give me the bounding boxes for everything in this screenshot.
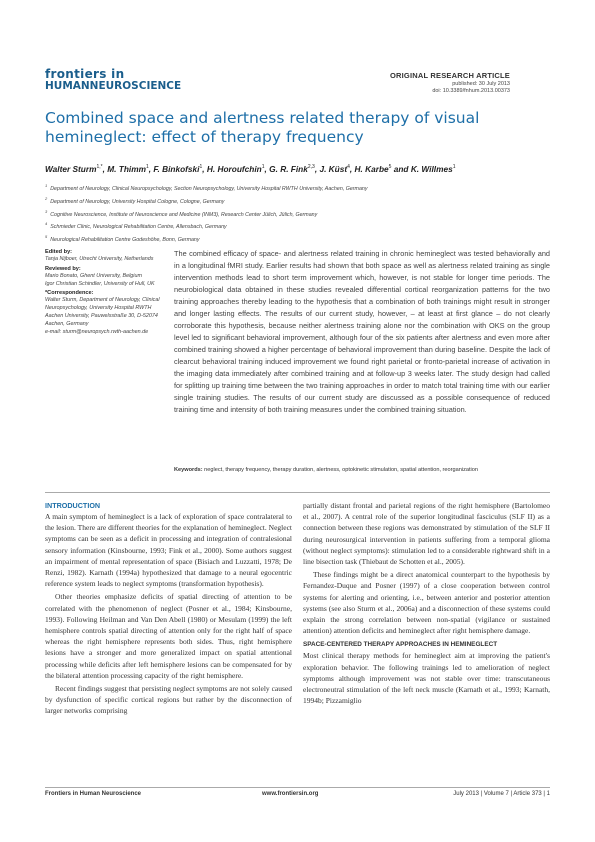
affiliation-text: Department of Neurology, Clinical Neuropsychology, Section Neuropsychology, University Hospital RWTH University, Aachen, Germany: [50, 185, 368, 192]
author-affiliation-marker: 1: [199, 164, 203, 171]
article-meta: [390, 71, 510, 95]
affiliation: [45, 181, 555, 194]
author-name[interactable]: K. Willmes: [410, 164, 453, 174]
body-paragraph: Recent findings suggest that persisting neglect symptoms are not solely caused by dysfunction of specific cortical regions but rather by the disconnection of larger networks comprising: [45, 684, 292, 716]
affiliation: [45, 194, 555, 207]
author-affiliation-marker: 5: [388, 164, 392, 171]
affiliation-number: 5: [45, 234, 48, 240]
journal-logo: [45, 68, 205, 92]
author-list: Walter Sturm$^{1,*}$, M. Thimm$^1$, F. Binkofski$^1$, H. Horoufchin$^1$, G. R. Fink$^{2,3}$, J. Küst$^4$, H. Karbe$^5$ and K. Willmes$^1$: [45, 164, 456, 174]
footer-divider: [45, 787, 550, 788]
author-affiliation-marker: 4: [347, 164, 350, 171]
logo-bottom-text: HUMANNEUROSCIENCE: [45, 80, 182, 92]
published-date: published: 30 July 2013: [452, 81, 510, 87]
author-affiliation-marker: 2,3: [307, 164, 315, 171]
keywords: [174, 466, 550, 475]
keywords-text: neglect, therapy frequency, therapy duration, alertness, optokinetic stimulation, spatial attention, reorganization: [204, 467, 479, 473]
reviewer-2: Igor Christian Schindler, University of Hull, UK: [45, 280, 155, 287]
article-type: ORIGINAL RESEARCH ARTICLE: [389, 71, 510, 80]
author-affiliation-marker: 1: [261, 164, 265, 171]
affiliation-number: 2: [45, 195, 48, 201]
affiliation-text: Department of Neurology, University Hospital Cologne, Cologne, Germany: [50, 198, 225, 205]
affiliation-number: 4: [45, 221, 48, 227]
logo-top-text: frontiers in: [45, 67, 125, 81]
author-affiliation-marker: 1: [145, 164, 149, 171]
author-affiliation-marker: 1: [452, 164, 456, 171]
author-name[interactable]: G. R. Fink: [269, 164, 308, 174]
body-column-right: [303, 500, 550, 708]
body-column-left: [45, 500, 292, 719]
body-paragraph: Most clinical therapy methods for hemineglect aim at improving the patient's exploration behavior. The following trainings led to amelioration of neglect symptoms although improvement was not stable over time: transcutaneous electroneutral stimulation of the left neck muscle (Karnath et al., 1993; Karnath, 1994b; Pizzamiglio: [303, 651, 550, 706]
affiliation: [45, 207, 555, 220]
affiliation-text: Neurological Rehabilitation Centre Godeshöhe, Bonn, Germany: [50, 236, 200, 243]
correspondence-label: *Correspondence:: [45, 290, 94, 297]
author-name[interactable]: H. Karbe: [354, 164, 389, 174]
doi[interactable]: doi: 10.3389/fnhum.2013.00373: [432, 88, 510, 94]
subsection-heading: SPACE-CENTERED THERAPY APPROACHES IN HEMINEGLECT: [303, 641, 498, 649]
affiliation-number: 1: [45, 183, 48, 188]
affiliation-text: Cognitive Neuroscience, Institute of Neuroscience and Medicine (INM3), Research Center Jülich, Jülich, Germany: [50, 211, 318, 218]
abstract: The combined efficacy of space- and alertness related training in chronic hemineglect was tested behaviorally and in a longitudinal fMRI study. Earlier results had shown that both space as well as alertness related training as single intervention methods lead to short term improvement which, however, is not stable for longer time periods. The neurobiological data obtained in these studies revealed differential cortical reorganization patterns for the two training approaches thereby leading to the hypothesis that a combination of both trainings might result in stronger and longer lasting effects. The results of our current study, however, – at least at first glance – do not clearly corroborate this hypothesis, because neither alertness training alone nor the combination with OKS on the group level led to significant behavioral improvement, although four of the six patients after alertness and even more after combined training showed a higher percentage of behavioral improvement than during baseline. Despite the lack of clearcut behavioral training induced improvement we found right parietal or fronto-parietal increase of activation in the imaging data immediately after combined training and at follow-up 3 weeks later. The study design had called for splitting up training time between the two training approaches in order to match total training time with our earlier single training studies. The results of our current study are discussed as a possible consequence of reduced training time and intensity of both training measures under the combined training situation.: [174, 249, 550, 414]
affiliation: [45, 219, 555, 232]
body-paragraph: These findings might be a direct anatomical counterpart to the hypothesis by Fernandez-Duque and Posner (1997) of a close cooperation between control systems for alerting and orienting, i.e., between anterior and posterior attention systems (see also Sturm et al., 2006a) and a disconnection of these systems could explain the strong correlation between non-spatial (vigilance or sustained attention) attention deficits and hemineglect after right hemisphere damage.: [303, 570, 550, 636]
introduction-heading: INTRODUCTION: [45, 501, 101, 510]
reviewed-by-label: Reviewed by:: [45, 265, 81, 272]
footer-page-info: July 2013 | Volume 7 | Article 373 | 1: [453, 791, 550, 797]
author-name[interactable]: J. Küst: [319, 164, 348, 174]
author-name[interactable]: H. Horoufchin: [206, 164, 262, 174]
body-paragraph: A main symptom of hemineglect is a lack of exploration of space contralateral to the lesion. There are different theories for the explanation of hemineglect. Neglect symptoms can be seen as a deficit in processing and integration of contralesional sensory information (Kinsbourne, 1993; Fink et al., 2000). Some authors suggest an impairment of mental representation of space (Bisiach and Luzzatti, 1978; De Renzi, 1982). Karnath (1994a) hypothesized that damage to a neural egocentric reference system leads to neglect symptoms (transformation hypothesis).: [45, 512, 292, 589]
reviewer-1: Mario Bonato, Ghent University, Belgium: [45, 272, 142, 279]
correspondence-email[interactable]: e-mail: sturm@neuropsych.rwth-aachen.de: [45, 328, 149, 335]
footer-url[interactable]: www.frontiersin.org: [262, 791, 319, 797]
affiliation-text: Schmieder Clinic, Neurological Rehabilitation Centre, Allensbach, Germany: [50, 224, 227, 231]
author-name[interactable]: Walter Sturm: [45, 164, 97, 174]
author-name[interactable]: M. Thimm: [107, 164, 146, 174]
affiliation-number: 3: [45, 208, 48, 214]
affiliation: [45, 232, 555, 245]
body-paragraph: Other theories emphasize deficits of spatial directing of attention to be correlated with the phenomenon of neglect (Posner et al., 1984; Kinsbourne, 1993). Following Heilman and Van Den Abell (1980) or Mesulam (1999) the left hemisphere controls spatial directing of attention only for the right half of space whereas the right hemisphere represents both sides. Thus, right hemisphere lesions have a stronger and more generalized impact on spatial attentional processing while deficits after left hemisphere lesions can be compensated for by the bilateral attention processing capacity of the right hemisphere.: [45, 592, 292, 680]
author-name[interactable]: F. Binkofski: [153, 164, 200, 174]
editor: Tanja Nijboer, Utrecht University, Netherlands: [45, 256, 154, 262]
body-paragraph: partially distant frontal and parietal regions of the right hemisphere (Bartolomeo et al., 2007). A central role of the superior longitudinal fasciculus (SLF II) as a connection between these regions was demonstrated by stimulation of the SLF II during neurosurgical intervention in patients suffering from a temporal glioma (without neglect symptoms): stimulation led to a considerable rightward shift in a line bisection task (Thiebaut de Schotten et al., 2005).: [303, 501, 550, 567]
correspondence-address: Walter Sturm, Department of Neurology, Clinical Neuropsychology, University Hospital RWTH Aachen University, Pauwelsstraße 30, D-52074 Aachen, Germany: [45, 297, 160, 327]
sidebar: [45, 249, 163, 338]
section-divider: [45, 492, 550, 493]
affiliations: [45, 181, 555, 245]
article-title: Combined space and alertness related therapy of visual hemineglect: effect of therapy frequency: [45, 109, 480, 146]
edited-by-label: Edited by:: [45, 249, 73, 255]
footer-journal: Frontiers in Human Neuroscience: [45, 791, 142, 797]
keywords-label: Keywords:: [174, 467, 203, 473]
author-affiliation-marker: 1,*: [96, 164, 103, 171]
